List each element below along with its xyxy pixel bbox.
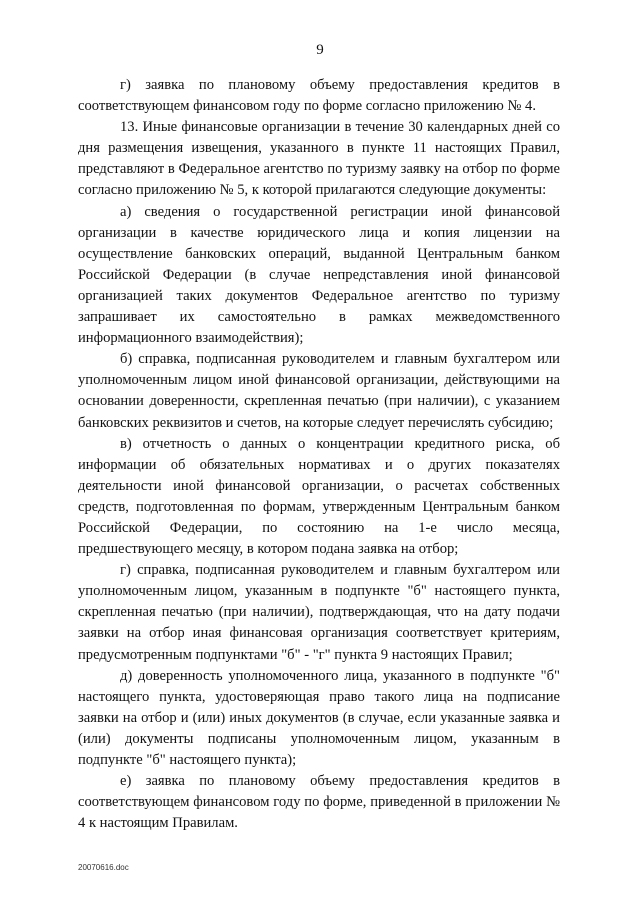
paragraph-13d: д) доверенность уполномоченного лица, указанного в подпункте "б" настоящего пункта, удостоверяющая право такого лица на подписание заявки на отбор и (или) иных документов (в случае, если указанные заявка и (или) документы подписаны уполномоченным лицом, указанным в подпункте "б" настоящего пункта); (78, 667, 560, 768)
paragraph-13b: б) справка, подписанная руководителем и главным бухгалтером или уполномоченным лицом иной финансовой организации, действующими на основании доверенности, скрепленная печатью (при наличии), с указанием банковских реквизитов и счетов, на которые следует перечислять субсидию; (78, 351, 560, 431)
page-number: 9 (316, 42, 324, 58)
paragraph-13e: е) заявка по плановому объему предоставления кредитов в соответствующем финансовом году по форме, приведенной в приложении № 4 к настоящим Правилам. (78, 773, 560, 832)
paragraph-13g: г) справка, подписанная руководителем и главным бухгалтером или уполномоченным лицом, указанным в подпункте "б" настоящего пункта, скрепленная печатью (при наличии), подтверждающая, что на дату подачи заявки на отбор иная финансовая организация соответствует критериям, предусмотренным подпунктами "б" - "г" пункта 9 настоящих Правил; (78, 562, 560, 663)
paragraph-12g: г) заявка по плановому объему предоставления кредитов в соответствующем финансовом году по форме согласно приложению № 4. (78, 77, 560, 115)
document-body (78, 75, 560, 834)
paragraph-13v: в) отчетность о данных о концентрации кредитного риска, об информации об обязательных нормативах и о других показателях деятельности иной финансовой организации, о расчетах собственных средств, подготовленная по формам, утвержденным Центральным банком Российской Федерации, по состоянию на 1-е число месяца, предшествующего месяцу, в котором подана заявка на отбор; (78, 435, 560, 558)
paragraph-13: 13. Иные финансовые организации в течение 30 календарных дней со дня размещения извещения, указанного в пункте 11 настоящих Правил, представляют в Федеральное агентство по туризму заявку на отбор по форме согласно приложению № 5, к которой прилагаются следующие документы: (78, 119, 560, 199)
footer-filename: 20070616.doc (78, 863, 129, 872)
paragraph-13a: а) сведения о государственной регистрации иной финансовой организации в качестве юридического лица и копия лицензии на осуществление банковских операций, выданной Центральным банком Российской Федерации (в случае непредставления иной финансовой организацией таких документов Федеральное агентство по туризму запрашивает их самостоятельно в рамках межведомственного информационного взаимодействия); (78, 203, 560, 347)
